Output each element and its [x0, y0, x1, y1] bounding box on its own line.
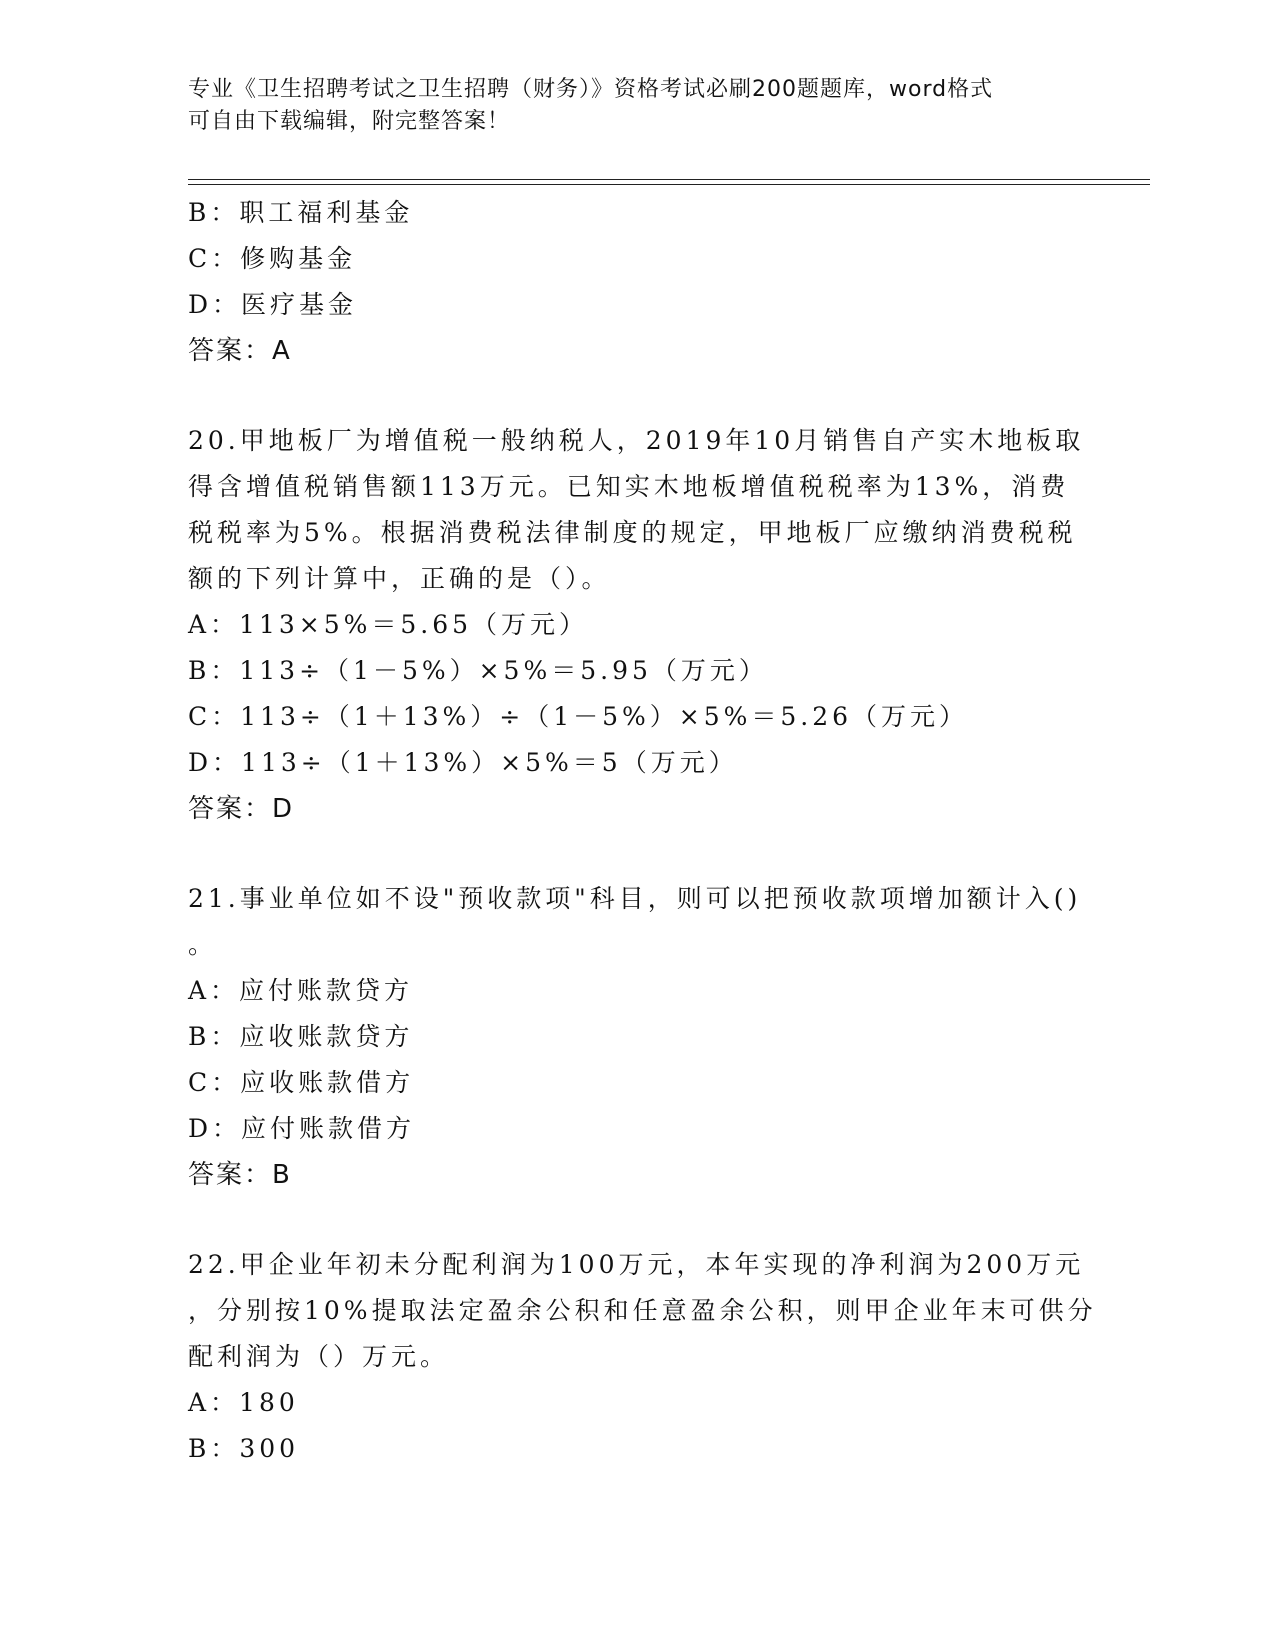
option-a: A：应付账款贷方: [188, 976, 414, 1005]
document-header: [188, 74, 1088, 138]
question-block: [188, 876, 1088, 1198]
option-c: C：113÷（1＋13%）÷（1－5%）×5%＝5.26（万元）: [188, 702, 969, 731]
option-b: B：113÷（1－5%）×5%＝5.95（万元）: [188, 656, 768, 685]
question-stem: 税税率为5%。根据消费税法律制度的规定，甲地板厂应缴纳消费税税: [188, 518, 1077, 547]
answer-line: 答案：D: [188, 794, 295, 824]
header-rule-top: [188, 179, 1150, 180]
header-line-2: 可自由下载编辑，附完整答案！: [188, 109, 511, 134]
question-stem: 20.甲地板厂为增值税一般纳税人，2019年10月销售自产实木地板取: [188, 426, 1085, 455]
option-b: B：300: [188, 1434, 300, 1463]
option-b: B：应收账款贷方: [188, 1022, 414, 1051]
spacer: [188, 832, 1088, 876]
spacer: [188, 1198, 1088, 1242]
header-line-1: 专业《卫生招聘考试之卫生招聘（财务）》资格考试必刷200题题库，word格式: [188, 77, 994, 102]
spacer: [188, 374, 1088, 418]
option-c: C：修购基金: [188, 244, 357, 273]
question-stem: 21.事业单位如不设"预收款项"科目，则可以把预收款项增加额计入(): [188, 884, 1082, 913]
question-stem: 。: [188, 930, 218, 959]
question-stem: 配利润为（）万元。: [188, 1342, 450, 1371]
option-b: B：职工福利基金: [188, 198, 414, 227]
question-list: [188, 190, 1097, 1472]
question-block: [188, 1242, 1097, 1472]
option-a: A：113×5%＝5.65（万元）: [188, 610, 589, 639]
option-d: D：医疗基金: [188, 290, 358, 319]
answer-line: 答案：B: [188, 1160, 292, 1190]
option-d: D：应付账款借方: [188, 1114, 416, 1143]
question-stem: 22.甲企业年初未分配利润为100万元，本年实现的净利润为200万元: [188, 1250, 1085, 1279]
question-stem: 额的下列计算中，正确的是（）。: [188, 564, 611, 593]
answer-line: 答案：A: [188, 336, 292, 366]
option-c: C：应收账款借方: [188, 1068, 415, 1097]
question-stem: ，分别按10%提取法定盈余公积和任意盈余公积，则甲企业年末可供分: [188, 1296, 1097, 1325]
question-stem: 得含增值税销售额113万元。已知实木地板增值税税率为13%，消费: [188, 472, 1070, 501]
question-block: [188, 418, 1088, 832]
header-rule-bottom: [188, 184, 1150, 185]
option-d: D：113÷（1＋13%）×5%＝5（万元）: [188, 748, 738, 777]
question-block: [188, 190, 1088, 374]
option-a: A：180: [188, 1388, 299, 1417]
